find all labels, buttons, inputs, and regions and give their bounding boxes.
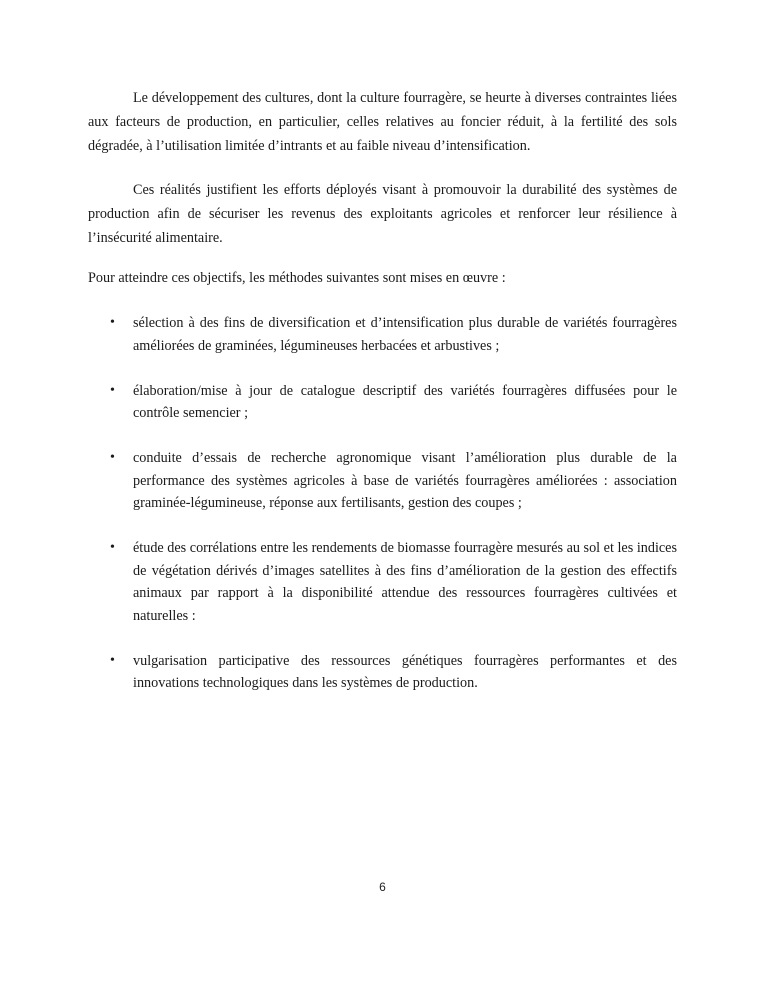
paragraph-methods-intro: Pour atteindre ces objectifs, les méthodes suivantes sont mises en œuvre : (88, 270, 506, 286)
list-item-text: sélection à des fins de diversification et d’intensification plus durable de variétés fourragères améliorées de graminées, légumineuses herbacées et arbustives ; (133, 315, 677, 354)
list-item-text: conduite d’essais de recherche agronomique visant l’amélioration plus durable de la performance des systèmes agricoles à base de variétés fourragères améliorées : association graminée-légumineuse, réponse aux fertilisants, gestion des coupes ; (133, 450, 677, 511)
list-item-text: vulgarisation participative des ressources génétiques fourragères performantes et des innovations technologiques dans les systèmes de production. (133, 652, 677, 691)
list-item (88, 650, 677, 695)
methods-list (88, 312, 677, 695)
list-item (88, 312, 677, 357)
paragraph-constraints: Le développement des cultures, dont la culture fourragère, se heurte à diverses contraintes liées aux facteurs de production, en particulier, celles relatives au foncier réduit, à la fertilité des sols dégradée, à l’utilisation limitée d’intrants et au faible niveau d’intensification. (88, 90, 677, 154)
bullet-icon: • (110, 450, 115, 465)
bullet-icon: • (110, 540, 115, 555)
bullet-icon: • (110, 315, 115, 330)
page-body (88, 86, 677, 717)
list-item-text: élaboration/mise à jour de catalogue descriptif des variétés fourragères diffusées pour le contrôle semencier ; (133, 382, 677, 421)
list-item-text: étude des corrélations entre les rendements de biomasse fourragère mesurés au sol et les indices de végétation dérivés d’images satellites à des fins d’amélioration de la gestion des effectifs animaux par rapport à la disponibilité attendue des ressources fourragères cultivées et naturelles : (133, 540, 677, 624)
list-item (88, 537, 677, 627)
page-number: 6 (379, 880, 386, 894)
bullet-icon: • (110, 382, 115, 398)
list-item (88, 380, 677, 425)
bullet-icon: • (110, 652, 115, 668)
paragraph-justification: Ces réalités justifient les efforts déployés visant à promouvoir la durabilité des systèmes de production afin de sécuriser les revenus des exploitants agricoles et renforcer leur résilience à l’insécurité alimentaire. (88, 182, 677, 246)
list-item (88, 447, 677, 515)
